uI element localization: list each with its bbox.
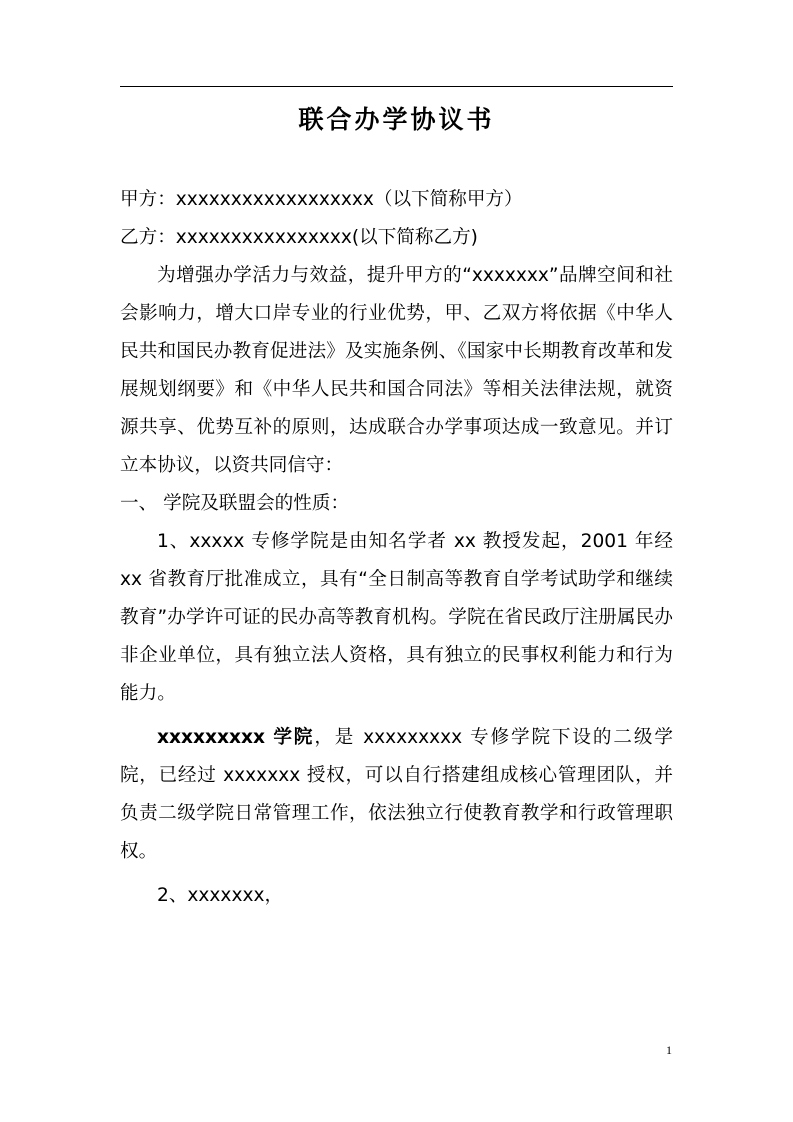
item-2-paragraph: 2、xxxxxxx， <box>157 885 284 906</box>
preamble-paragraph: 为增强办学活力与效益，提升甲方的“xxxxxxx”品牌空间和社会影响力，增大口岸专业的行业优势，甲、乙双方将依据《中华人民共和国民办教育促进法》及实施条例、《国家中长期教育改革和发展规划纲要》和《中华人民共和国合同法》等相关法律法规，就资源共享、优势互补的原则，达成联合办学事项达成一致意见。并订立本协议，以资共同信守： <box>120 265 673 476</box>
item-1b-paragraph <box>120 719 673 871</box>
item-1b-text: ，是 xxxxxxxxx 专修学院下设的二级学院，已经过 xxxxxxx 授权，可以自行搭建组成核心管理团队，并负责二级学院日常管理工作，依法独立行使教育教学和行政管理职权。 <box>120 727 673 862</box>
document-body <box>120 181 673 915</box>
header-rule <box>120 86 673 87</box>
section-1-heading: 一、 学院及联盟会的性质： <box>120 493 350 514</box>
document-title: 联合办学协议书 <box>298 105 495 134</box>
party-a-line: 甲方：xxxxxxxxxxxxxxxxxx（以下简称甲方） <box>120 189 523 210</box>
item-1-paragraph: 1、xxxxx 专修学院是由知名学者 xx 教授发起，2001 年经 xx 省教育厅批准成立，具有“全日制高等教育自学考试助学和继续教育”办学许可证的民办高等教育机构。学院在省民政厅注册属民办非企业单位，具有独立法人资格，具有独立的民事权利能力和行为能力。 <box>120 531 673 704</box>
party-b-line: 乙方：xxxxxxxxxxxxxxxx(以下简称乙方) <box>120 227 478 248</box>
page-number: 1 <box>666 1043 672 1057</box>
college-name: xxxxxxxxx 学院 <box>157 727 315 748</box>
